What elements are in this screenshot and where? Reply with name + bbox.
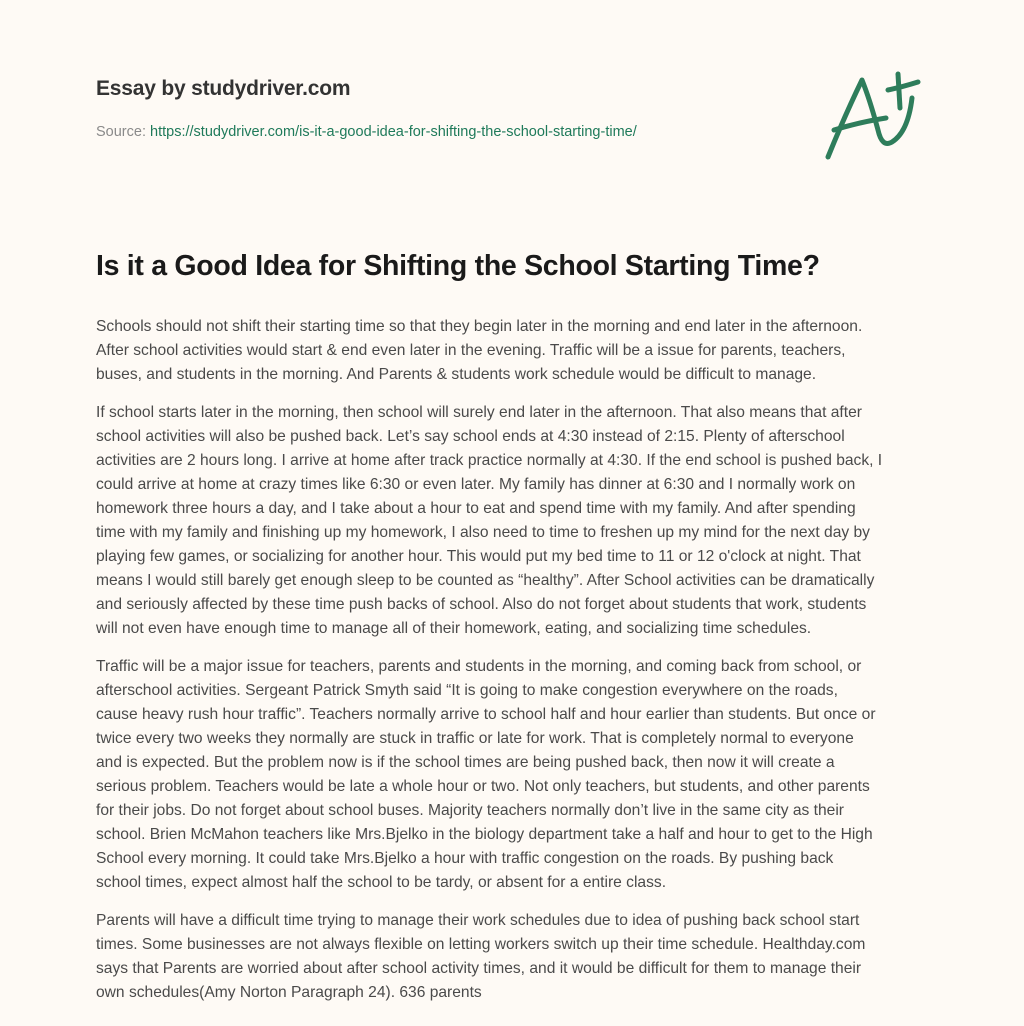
paragraph-line: says that Parents are worried about after school activity times, and it would be difficult for them to manage their <box>96 960 862 977</box>
paragraph-line: Schools should not shift their starting time so that they begin later in the morning and end later in the afternoon. <box>96 318 863 335</box>
paragraph-line: twice every two weeks they normally are stuck in traffic or late for work. That is completely normal to everyone <box>96 730 854 747</box>
paragraph-line: playing few games, or socializing for another hour. This would put my bed time to 11 or 12 o'clock at night. That <box>96 548 861 565</box>
paragraph-line: and seriously affected by these time push backs of school. Also do not forget about students that work, students <box>96 596 867 613</box>
source-line <box>96 124 637 140</box>
paragraph-line: times. Some businesses are not always flexible on letting workers switch up their time schedule. Healthday.com <box>96 936 866 953</box>
essay-paragraph <box>96 401 996 641</box>
paragraph-line: serious problem. Teachers would be late a whole hour or two. Not only teachers, but students, and other parents <box>96 778 870 795</box>
paragraph-line: Parents will have a difficult time trying to manage their work schedules due to idea of pushing back school start <box>96 912 860 929</box>
paragraph-line: own schedules(Amy Norton Paragraph 24). 636 parents <box>96 984 482 1001</box>
paragraph-line: After school activities would start & end even later in the evening. Traffic will be a issue for parents, teachers, <box>96 342 846 359</box>
a-plus-logo-icon <box>810 60 940 170</box>
paragraph-line: school. Brien McMahon teachers like Mrs.Bjelko in the biology department take a half and hour to get to the High <box>96 826 873 843</box>
paragraph-line: means I would still barely get enough sleep to be counted as “healthy”. After School activities can be dramatically <box>96 572 875 589</box>
essay-paragraph <box>96 315 996 387</box>
paragraph-line: and is expected. But the problem now is if the school times are being pushed back, then now it will create a <box>96 754 835 771</box>
paragraph-line: buses, and students in the morning. And Parents & students work schedule would be difficult to manage. <box>96 366 817 383</box>
paragraph-line: School every morning. It could take Mrs.Bjelko a hour with traffic congestion on the roads. By pushing back <box>96 850 834 867</box>
essay-paragraph <box>96 655 996 895</box>
source-link[interactable]: https://studydriver.com/is-it-a-good-idea-for-shifting-the-school-starting-time/ <box>150 124 637 140</box>
paragraph-line: activities are 2 hours long. I arrive at home after track practice normally at 4:30. If the end school is pushed back, I <box>96 452 883 469</box>
paragraph-line: time with my family and finishing up my homework, I also need to time to freshen up my mind for the next day by <box>96 524 870 541</box>
paragraph-line: afterschool activities. Sergeant Patrick Smyth said “It is going to make congestion everywhere on the roads, <box>96 682 838 699</box>
paragraph-line: cause heavy rush hour traffic”. Teachers normally arrive to school half and hour earlier than students. But once or <box>96 706 876 723</box>
essay-paragraph <box>96 909 996 1005</box>
paragraph-line: Traffic will be a major issue for teachers, parents and students in the morning, and coming back from school, or <box>96 658 862 675</box>
paragraph-line: could arrive at home at crazy times like 6:30 or even later. My family has dinner at 6:30 and I normally work on <box>96 476 856 493</box>
paragraph-line: school times, expect almost half the school to be tardy, or absent for a entire class. <box>96 874 667 891</box>
essay-title: Is it a Good Idea for Shifting the School Starting Time? <box>96 250 820 282</box>
paragraph-line: for their jobs. Do not forget about school buses. Majority teachers normally don’t live in the same city as their <box>96 802 844 819</box>
paragraph-line: If school starts later in the morning, then school will surely end later in the afternoon. That also means that after <box>96 404 862 421</box>
site-brand: Essay by studydriver.com <box>96 77 351 100</box>
essay-body <box>96 315 996 1019</box>
paragraph-line: will not even have enough time to manage all of their homework, eating, and socializing time schedules. <box>96 620 812 637</box>
paragraph-line: school activities will also be pushed back. Let’s say school ends at 4:30 instead of 2:15. Plenty of afterschool <box>96 428 845 445</box>
source-label: Source: <box>96 124 146 140</box>
paragraph-line: homework three hours a day, and I take about a hour to eat and spend time with my family. And after spending <box>96 500 856 517</box>
